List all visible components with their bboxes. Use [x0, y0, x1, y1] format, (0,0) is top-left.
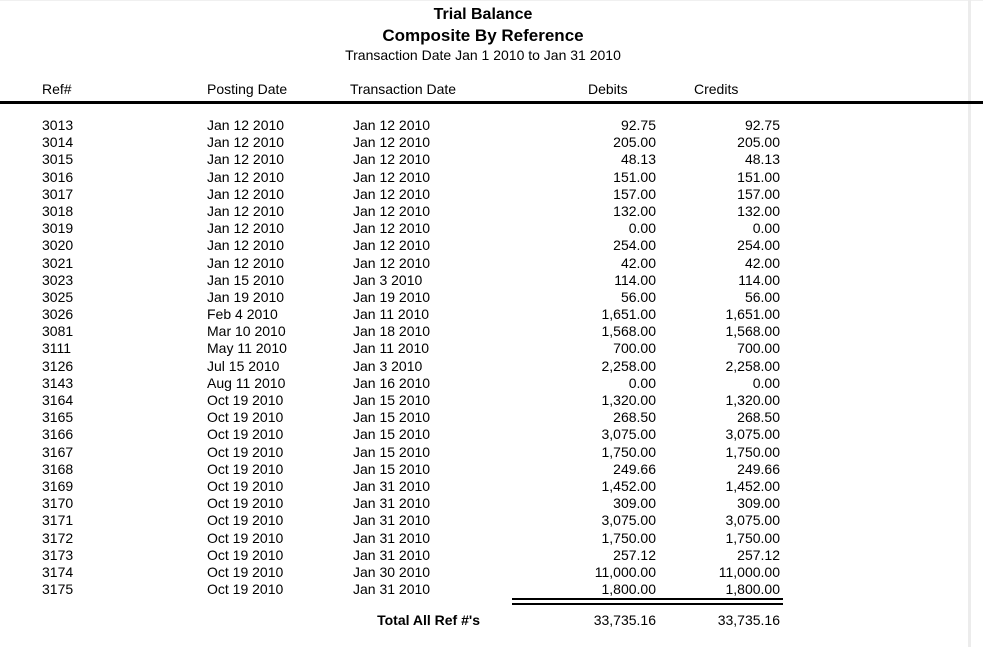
credits-cell: 1,800.00 — [725, 581, 780, 598]
credits-cell: 132.00 — [737, 202, 780, 219]
debits-cell: 48.13 — [620, 151, 656, 168]
posting-date-cell: Oct 19 2010 — [207, 426, 284, 443]
debits-cell: 1,568.00 — [601, 323, 656, 340]
table-row — [0, 323, 983, 340]
credits-cell: 56.00 — [744, 288, 780, 305]
credits-cell: 3,075.00 — [725, 426, 780, 443]
debits-cell: 157.00 — [613, 185, 656, 202]
posting-date-cell: Jan 12 2010 — [207, 237, 285, 254]
credits-cell: 1,568.00 — [725, 323, 780, 340]
totals-debits: 33,735.16 — [593, 612, 656, 628]
ref-cell: 3023 — [42, 271, 74, 288]
credits-cell: 205.00 — [737, 134, 780, 151]
table-row — [0, 220, 983, 237]
ref-cell: 3017 — [42, 185, 74, 202]
credits-cell: 0.00 — [752, 374, 780, 391]
report-header — [0, 4, 966, 64]
totals-double-rule — [512, 598, 783, 605]
debits-cell: 56.00 — [620, 288, 656, 305]
column-header-credits: Credits — [694, 81, 739, 97]
posting-date-cell: Oct 19 2010 — [207, 581, 284, 598]
posting-date-cell: Jan 12 2010 — [207, 117, 285, 133]
credits-cell: 2,258.00 — [725, 357, 780, 374]
totals-credits: 33,735.16 — [717, 612, 780, 628]
ref-cell: 3174 — [42, 563, 74, 580]
table-row — [0, 272, 983, 289]
table-row — [0, 392, 983, 409]
table-row — [0, 444, 983, 461]
ref-cell: 3013 — [42, 117, 74, 133]
column-header-row — [0, 81, 983, 97]
debits-cell: 249.66 — [613, 460, 656, 477]
credits-cell: 257.12 — [737, 546, 780, 563]
ref-cell: 3175 — [42, 581, 74, 598]
debits-cell: 1,320.00 — [601, 392, 656, 408]
transaction-date-cell: Jan 31 2010 — [353, 512, 431, 529]
posting-date-cell: Jan 19 2010 — [207, 288, 285, 305]
table-row — [0, 564, 983, 581]
credits-cell: 1,750.00 — [725, 443, 780, 460]
totals-label: Total All Ref #'s — [377, 612, 480, 628]
debits-cell: 254.00 — [613, 237, 656, 254]
transaction-date-cell: Jan 3 2010 — [353, 271, 423, 288]
credits-cell: 1,320.00 — [725, 392, 780, 408]
posting-date-cell: Mar 10 2010 — [207, 323, 286, 340]
table-row — [0, 426, 983, 443]
transaction-date-cell: Jan 12 2010 — [353, 168, 431, 185]
transaction-date-cell: Jan 31 2010 — [353, 546, 431, 563]
transaction-date-cell: Jan 31 2010 — [353, 477, 431, 494]
column-header-debits: Debits — [588, 81, 628, 97]
debits-cell: 1,651.00 — [601, 306, 656, 323]
transaction-date-cell: Jan 3 2010 — [353, 357, 423, 374]
ref-cell: 3016 — [42, 168, 74, 185]
ref-cell: 3018 — [42, 202, 74, 219]
debits-cell: 1,800.00 — [601, 581, 656, 598]
transaction-date-cell: Jan 15 2010 — [353, 392, 431, 408]
transaction-date-cell: Jan 19 2010 — [353, 288, 431, 305]
credits-cell: 11,000.00 — [718, 563, 780, 580]
ref-cell: 3172 — [42, 529, 74, 546]
posting-date-cell: Oct 19 2010 — [207, 546, 284, 563]
transaction-date-cell: Jan 31 2010 — [353, 581, 431, 598]
debits-cell: 257.12 — [613, 546, 656, 563]
ref-cell: 3025 — [42, 288, 74, 305]
debits-cell: 2,258.00 — [601, 357, 656, 374]
transaction-date-cell: Jan 11 2010 — [353, 340, 430, 357]
transaction-date-cell: Jan 12 2010 — [353, 117, 431, 133]
ref-cell: 3173 — [42, 546, 74, 563]
table-row — [0, 478, 983, 495]
transaction-date-cell: Jan 12 2010 — [353, 254, 431, 271]
ref-cell: 3164 — [42, 392, 74, 408]
posting-date-cell: Jan 12 2010 — [207, 185, 285, 202]
table-row — [0, 581, 983, 598]
ref-cell: 3168 — [42, 460, 74, 477]
report-subtitle: Composite By Reference — [382, 26, 584, 45]
credits-cell: 92.75 — [744, 117, 780, 133]
table-row — [0, 117, 983, 134]
table-row — [0, 169, 983, 186]
table-row — [0, 512, 983, 529]
credits-cell: 309.00 — [737, 495, 780, 512]
transaction-date-cell: Jan 12 2010 — [353, 202, 431, 219]
credits-cell: 1,750.00 — [725, 529, 780, 546]
table-row — [0, 358, 983, 375]
ref-cell: 3020 — [42, 237, 74, 254]
credits-cell: 1,651.00 — [725, 306, 780, 323]
debits-cell: 3,075.00 — [601, 426, 656, 443]
debits-cell: 1,750.00 — [601, 443, 656, 460]
ref-cell: 3014 — [42, 134, 74, 151]
ref-cell: 3026 — [42, 306, 74, 323]
debits-cell: 0.00 — [628, 374, 656, 391]
table-row — [0, 186, 983, 203]
transaction-date-cell: Jan 12 2010 — [353, 237, 431, 254]
ref-cell: 3171 — [42, 512, 74, 529]
transaction-date-cell: Jan 31 2010 — [353, 529, 431, 546]
debits-cell: 151.00 — [613, 168, 656, 185]
credits-cell: 114.00 — [738, 271, 780, 288]
posting-date-cell: Jan 12 2010 — [207, 151, 285, 168]
posting-date-cell: Oct 19 2010 — [207, 443, 284, 460]
posting-date-cell: Oct 19 2010 — [207, 409, 284, 426]
posting-date-cell: Oct 19 2010 — [207, 563, 284, 580]
credits-cell: 249.66 — [737, 460, 780, 477]
debits-cell: 0.00 — [628, 220, 656, 237]
posting-date-cell: Oct 19 2010 — [207, 529, 284, 546]
debits-cell: 114.00 — [614, 271, 656, 288]
debits-cell: 1,452.00 — [601, 477, 656, 494]
debits-cell: 92.75 — [620, 117, 656, 133]
posting-date-cell: Jul 15 2010 — [207, 357, 280, 374]
table-row — [0, 255, 983, 272]
credits-cell: 268.50 — [737, 409, 780, 426]
debits-cell: 1,750.00 — [601, 529, 656, 546]
posting-date-cell: Oct 19 2010 — [207, 512, 284, 529]
debits-cell: 309.00 — [613, 495, 656, 512]
ref-cell: 3015 — [42, 151, 74, 168]
ref-cell: 3019 — [42, 220, 74, 237]
posting-date-cell: Jan 12 2010 — [207, 220, 285, 237]
table-row — [0, 375, 983, 392]
report-date-range: Transaction Date Jan 1 2010 to Jan 31 2010 — [345, 47, 621, 63]
credits-cell: 1,452.00 — [725, 477, 780, 494]
table-row — [0, 461, 983, 478]
posting-date-cell: Jan 12 2010 — [207, 254, 285, 271]
transaction-date-cell: Jan 31 2010 — [353, 495, 431, 512]
table-row — [0, 237, 983, 254]
ref-cell: 3111 — [42, 340, 72, 357]
debits-cell: 132.00 — [613, 202, 656, 219]
page-top-edge — [0, 0, 983, 1]
transaction-date-cell: Jan 12 2010 — [353, 185, 431, 202]
transaction-date-cell: Jan 18 2010 — [353, 323, 431, 340]
ref-cell: 3165 — [42, 409, 74, 426]
transaction-date-cell: Jan 15 2010 — [353, 443, 431, 460]
debits-cell: 3,075.00 — [601, 512, 656, 529]
table-row — [0, 151, 983, 168]
transaction-date-cell: Jan 15 2010 — [353, 460, 431, 477]
ref-cell: 3021 — [42, 254, 74, 271]
ref-cell: 3081 — [42, 323, 74, 340]
credits-cell: 48.13 — [744, 151, 780, 168]
posting-date-cell: Jan 12 2010 — [207, 134, 285, 151]
posting-date-cell: Jan 15 2010 — [207, 271, 285, 288]
header-rule — [0, 101, 983, 104]
transaction-date-cell: Jan 15 2010 — [353, 426, 431, 443]
posting-date-cell: Aug 11 2010 — [207, 374, 286, 391]
table-row — [0, 289, 983, 306]
ref-cell: 3170 — [42, 495, 74, 512]
ref-cell: 3126 — [42, 357, 74, 374]
credits-cell: 42.00 — [744, 254, 780, 271]
transaction-date-cell: Jan 15 2010 — [353, 409, 431, 426]
ref-cell: 3143 — [42, 374, 74, 391]
table-body — [0, 117, 983, 598]
table-row — [0, 547, 983, 564]
posting-date-cell: Oct 19 2010 — [207, 477, 284, 494]
column-header-ref: Ref# — [42, 81, 72, 97]
table-row — [0, 495, 983, 512]
posting-date-cell: Oct 19 2010 — [207, 460, 284, 477]
report-title: Trial Balance — [433, 6, 533, 23]
debits-cell: 268.50 — [613, 409, 656, 426]
credits-cell: 700.00 — [737, 340, 780, 357]
credits-cell: 151.00 — [737, 168, 780, 185]
table-row — [0, 340, 983, 357]
debits-cell: 205.00 — [613, 134, 656, 151]
ref-cell: 3169 — [42, 477, 74, 494]
posting-date-cell: Oct 19 2010 — [207, 392, 284, 408]
posting-date-cell: Oct 19 2010 — [207, 495, 284, 512]
credits-cell: 0.00 — [752, 220, 780, 237]
ref-cell: 3167 — [42, 443, 74, 460]
ref-cell: 3166 — [42, 426, 74, 443]
transaction-date-cell: Jan 30 2010 — [353, 563, 431, 580]
transaction-date-cell: Jan 12 2010 — [353, 151, 431, 168]
totals-row — [0, 612, 780, 629]
transaction-date-cell: Jan 11 2010 — [353, 306, 430, 323]
credits-cell: 157.00 — [737, 185, 780, 202]
posting-date-cell: Jan 12 2010 — [207, 168, 285, 185]
credits-cell: 3,075.00 — [725, 512, 780, 529]
posting-date-cell: Jan 12 2010 — [207, 202, 285, 219]
posting-date-cell: Feb 4 2010 — [207, 306, 278, 323]
table-row — [0, 203, 983, 220]
transaction-date-cell: Jan 12 2010 — [353, 220, 431, 237]
transaction-date-cell: Jan 16 2010 — [353, 374, 431, 391]
debits-cell: 11,000.00 — [594, 563, 656, 580]
credits-cell: 254.00 — [737, 237, 780, 254]
debits-cell: 700.00 — [613, 340, 656, 357]
table-row — [0, 306, 983, 323]
table-row — [0, 134, 983, 151]
transaction-date-cell: Jan 12 2010 — [353, 134, 431, 151]
column-header-transaction-date: Transaction Date — [350, 81, 457, 97]
table-row — [0, 409, 983, 426]
column-header-posting-date: Posting Date — [207, 81, 288, 97]
posting-date-cell: May 11 2010 — [207, 340, 287, 357]
debits-cell: 42.00 — [620, 254, 656, 271]
table-row — [0, 530, 983, 547]
